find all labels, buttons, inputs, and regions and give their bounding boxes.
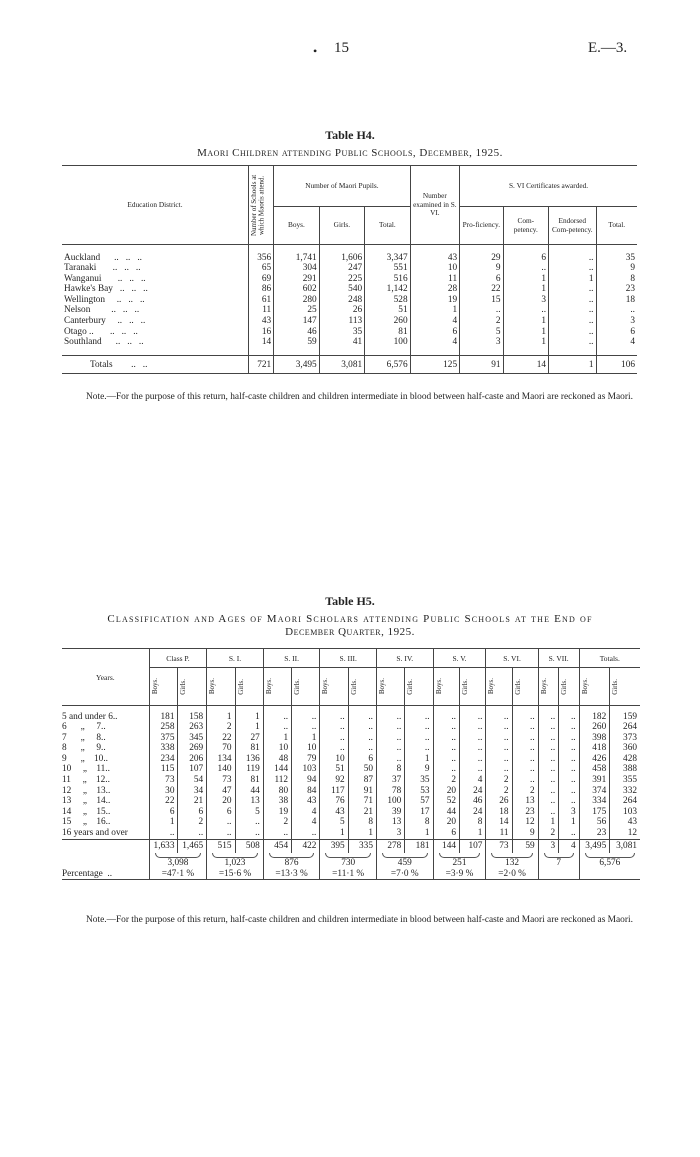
col-girls: Girls. — [292, 668, 320, 706]
col-boys: Boys. — [538, 668, 558, 706]
col-boys: Boys. — [207, 668, 235, 706]
table-h4-note: Note.—For the purpose of this return, half-caste children and children intermediate in blood between half-caste and Maori are reckoned as Maori. — [86, 392, 633, 402]
col-cert: S. VI Certificates awarded. — [460, 166, 637, 207]
col-class-p: Class P. — [149, 649, 206, 668]
table-row: Wellington .. .. .. 61 280 248 528 19 15 3 .. 18 — [64, 294, 635, 305]
table-row: 14 „ 15.. 6 6 6 5 19 4 43 21 39 17 44 24 18 23 .. 3 175 103 — [62, 807, 640, 818]
col-s3: S. III. — [320, 649, 377, 668]
combined-row: 3,098 1,023 876 730 459 251 132 7 6,576 — [62, 858, 640, 869]
table-row: Hawke's Bay .. .. .. 86 602 540 1,142 28 22 1 .. 23 — [64, 284, 635, 295]
col-girls: Girls. — [319, 207, 364, 245]
table-row: 5 and under 6.. 181 158 1 1 .. .. .. .. .. .. .. .. .. .. .. .. 182 159 — [62, 712, 640, 723]
col-girls: Girls. — [348, 668, 376, 706]
table-row: Wanganui .. .. .. 69 291 225 516 11 6 1 1 8 — [64, 273, 635, 284]
table-h5-body — [62, 706, 640, 880]
table-row: Nelson .. .. .. 11 25 26 51 1 .. .. .. .. — [64, 305, 635, 316]
table-h5-subtitle-1: Classification and Ages of Maori Scholars attending Public Schools at the End of — [107, 613, 593, 625]
col-s7: S. VII. — [538, 649, 579, 668]
col-boys: Boys. — [486, 668, 512, 706]
col-cert-total: Total. — [596, 207, 637, 245]
col-boys: Boys. — [149, 668, 178, 706]
table-row: Canterbury .. .. .. 43 147 113 260 4 2 1 .. 3 — [64, 316, 635, 327]
page-number: 15 — [334, 40, 349, 56]
table-h5 — [62, 648, 640, 880]
table-row: Auckland .. .. .. 356 1,741 1,606 3,347 43 29 6 .. 35 — [64, 252, 635, 263]
col-s4: S. IV. — [376, 649, 433, 668]
col-boys: Boys. — [274, 207, 319, 245]
table-h5-title: Table H5. — [325, 594, 375, 608]
col-endorsed: Endorsed Com-petency. — [549, 207, 596, 245]
col-examined: Number examined in S. VI. — [410, 166, 460, 245]
table-h4 — [62, 165, 637, 374]
table-row: 8 „ 9.. 338 269 70 81 10 10 .. .. .. .. .. .. .. .. .. .. 418 360 — [62, 743, 640, 754]
col-proficiency: Pro-ficiency. — [460, 207, 503, 245]
table-h5-note: Note.—For the purpose of this return, half-caste children and children intermediate in blood between half-caste and Maori are reckoned as Maori. — [86, 915, 633, 925]
table-row: 13 „ 14.. 22 21 20 13 38 43 76 71 100 57 52 46 26 13 .. .. 334 264 — [62, 796, 640, 807]
col-s5: S. V. — [433, 649, 486, 668]
col-girls: Girls. — [405, 668, 433, 706]
col-boys: Boys. — [263, 668, 291, 706]
percentage-row: Percentage .. =47·1 % =15·6 % =13·3 % =11·1 % =7·0 % =3·9 % =2·0 % — [62, 869, 640, 880]
table-row: 10 „ 11.. 115 107 140 119 144 103 51 50 8 9 .. .. .. .. .. .. 458 388 — [62, 764, 640, 775]
table-row: 12 „ 13.. 30 34 47 44 80 84 117 91 78 53 20 24 2 2 .. .. 374 332 — [62, 786, 640, 797]
table-row: Southland .. .. .. 14 59 41 100 4 3 1 .. 4 — [64, 337, 635, 348]
col-boys: Boys. — [376, 668, 404, 706]
col-boys: Boys. — [320, 668, 348, 706]
col-pupils: Number of Maori Pupils. — [274, 166, 410, 207]
col-girls: Girls. — [512, 668, 538, 706]
col-years: Years. — [62, 649, 149, 706]
table-row: 16 years and over .. .. .. .. .. .. 1 1 3 1 6 1 11 9 2 .. 23 12 — [62, 828, 640, 839]
col-total: Total. — [365, 207, 410, 245]
table-row: 7 „ 8.. 375 345 22 27 1 1 .. .. .. .. .. .. .. .. .. .. 398 373 — [62, 733, 640, 744]
col-schools: Number of Schools at which Maoris attend. — [248, 166, 273, 245]
table-h4-body — [62, 245, 637, 374]
col-district: Education District. — [62, 166, 248, 245]
table-row: Otago .. .. .. .. 16 46 35 81 6 5 1 .. 6 — [64, 326, 635, 337]
col-boys: Boys. — [579, 668, 610, 706]
col-girls: Girls. — [559, 668, 579, 706]
table-totals-row: 1,633 1,465 515 508 454 422 395 335 278 181 144 107 73 59 3 4 3,495 3,081 — [62, 839, 640, 853]
col-girls: Girls. — [460, 668, 486, 706]
col-competency: Com-petency. — [503, 207, 548, 245]
table-row: Taranaki .. .. .. 65 304 247 551 10 9 .. .. 9 — [64, 263, 635, 274]
col-s6: S. VI. — [486, 649, 538, 668]
col-s1: S. I. — [207, 649, 264, 668]
col-girls: Girls. — [178, 668, 207, 706]
col-girls: Girls. — [235, 668, 263, 706]
table-h4-title: Table H4. — [325, 128, 375, 142]
table-h4-subtitle: Maori Children attending Public Schools, December, 1925. — [197, 147, 503, 159]
col-girls: Girls. — [610, 668, 640, 706]
table-row: 9 „ 10.. 234 206 134 136 48 79 10 6 .. 1 .. .. .. .. .. .. 426 428 — [62, 754, 640, 765]
col-s2: S. II. — [263, 649, 320, 668]
table-h5-subtitle-2: December Quarter, 1925. — [285, 626, 415, 638]
header-dot: • — [313, 44, 318, 58]
table-row: 11 „ 12.. 73 54 73 81 112 94 92 87 37 35 2 4 2 .. .. .. 391 355 — [62, 775, 640, 786]
table-totals-row: Totals .. .. 721 3,495 3,081 6,576 125 91 14 1 106 — [62, 356, 637, 374]
col-boys: Boys. — [433, 668, 459, 706]
table-row: 15 „ 16.. 1 2 .. .. 2 4 5 8 13 8 20 8 14 12 1 1 56 43 — [62, 817, 640, 828]
col-totals: Totals. — [579, 649, 640, 668]
table-row: 6 „ 7.. 258 263 2 1 .. .. .. .. .. .. .. .. .. .. .. .. 260 264 — [62, 722, 640, 733]
document-code: E.—3. — [588, 40, 628, 56]
